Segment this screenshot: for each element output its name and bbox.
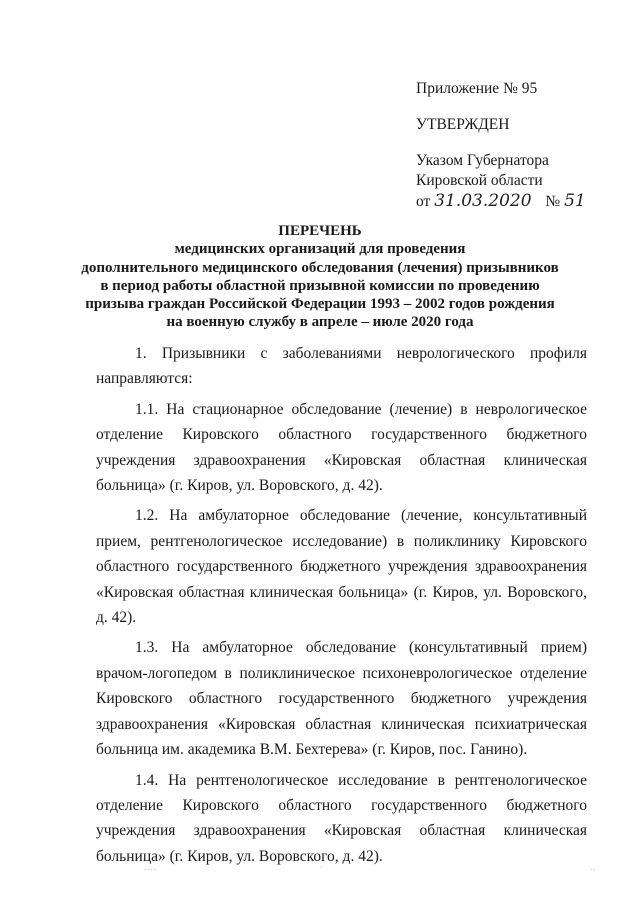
paragraph-1: 1. Призывники с заболеваниями неврологического профиля направляются: xyxy=(96,345,587,388)
scan-speck: · xyxy=(320,862,324,872)
paragraph-1-1: 1.1. На стационарное обследование (лечение) в неврологическое отделение Кировского областного государственного бюджетного учреждения здравоохранения «Кировская областная клиническая больница» (г. Киров, ул. Воровского, д. 42). xyxy=(96,400,587,495)
paragraph-1-4: 1.4. На рентгенологическое исследование в рентгенологическое отделение Кировского областного государственного бюджетного учреждения здравоохранения «Кировская областная клиническая больница» (г. Киров, ул. Воровского, д. 42). xyxy=(96,771,587,865)
document-body xyxy=(96,341,587,869)
date-prefix: от xyxy=(416,193,431,210)
title-line-4: призыва граждан Российской Федерации 1993 – 2002 годов рождения xyxy=(85,296,555,313)
title-line-2: дополнительного медицинского обследования (лечения) призывников xyxy=(81,259,559,276)
title-heading: ПЕРЕЧЕНЬ xyxy=(278,223,362,239)
scan-speck: .. xyxy=(590,862,597,872)
decree-line-1: Указом Губернатора xyxy=(416,152,549,169)
title-line-1: медицинских организаций для проведения xyxy=(174,241,466,258)
paragraph-1-3: 1.3. На амбулаторное обследование (консультативный прием) врачом-логопедом в поликлиническое психоневрологическое отделение Кировского областного государственного бюджетного учреждения здравоохранения «Кировская областная клиническая психиатрическая больница им. академика В.М. Бехтерева» (г. Киров, пос. Ганино). xyxy=(96,639,587,759)
approved-label: УТВЕРЖДЕН xyxy=(416,116,510,133)
approval-block xyxy=(416,79,586,211)
appendix-number: Приложение № 95 xyxy=(416,80,538,97)
number-prefix: № xyxy=(545,193,561,210)
decree-line-2: Кировской области xyxy=(416,172,543,189)
document-title xyxy=(60,222,580,332)
decree-date-line xyxy=(416,191,586,211)
paragraph-1-2: 1.2. На амбулаторное обследование (лечение, консультативный прием, рентгенологическое исследование) в поликлинику Кировского областного государственного бюджетного учреждения здравоохранения «Кировская областная клиническая больница» (г. Киров, ул. Воровского, д. 42). xyxy=(96,507,587,627)
title-line-5: на военную службу в апреле – июле 2020 года xyxy=(166,314,474,331)
handwritten-date: 31.03.2020 xyxy=(434,191,532,211)
title-line-3: в период работы областной призывной комиссии по проведению xyxy=(100,277,540,294)
handwritten-number: 51 xyxy=(564,191,586,211)
scan-speck: .... xyxy=(144,862,157,872)
